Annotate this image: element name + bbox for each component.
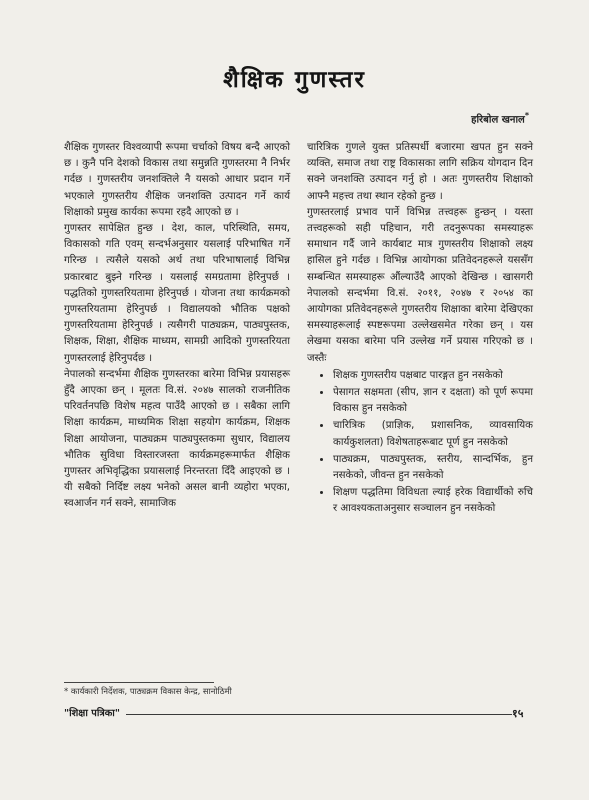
problems-list (307, 367, 533, 518)
paragraph-relative-quality: गुणस्तर सापेक्षित हुन्छ । देश, काल, परिस्थिति, समय, विकासको गति एवम् सन्दर्भअनुसार यसलाई परिभाषित गर्ने गरिन्छ । त्यसैले यसको अर्थ तथा परिभाषालाई विभिन्न प्रकारबाट बुझ्ने गरिन्छ । यसलाई समग्रतामा हेरिनुपर्छ । पद्धतिको गुणस्तरियतामा हेरिनुपर्छ । योजना तथा कार्यक्रमको गुणस्तरियतामा हेरिनुपर्छ । विद्यालयको भौतिक पक्षको गुणस्तरियतामा हेरिनुपर्छ । त्यसैगरी पाठ्यक्रम, पाठ्यपुस्तक, शिक्षक, शिक्षा, शैक्षिक माध्यम, सामग्री आदिको गुणस्तरियता गुणस्तरलाई हेरिनुपर्दछ । (64, 223, 290, 364)
paragraph-intro: शैक्षिक गुणस्तर विश्वव्यापी रूपमा चर्चाको विषय बन्दै आएको छ । कुनै पनि देशको विकास तथा समुन्नति गुणस्तरमा नै निर्भर गर्दछ । गुणस्तरीय जनशक्तिले नै यसको आधार प्रदान गर्ने भएकाले गुणस्तरीय शैक्षिक जनशक्ति उत्पादन गर्ने कार्य शिक्षाको प्रमुख कार्यका रूपमा रहदै आएको छ । (64, 142, 290, 218)
author-byline (471, 111, 529, 125)
author-footnote-mark: * (524, 111, 529, 120)
list-item: • शिक्षक गुणस्तरीय पक्षबाट पारङ्गत हुन नसकेको (333, 367, 533, 384)
journal-name: "शिक्षा पत्रिका" (64, 706, 126, 719)
list-item: • चारित्रिक (प्राज्ञिक, प्रशासनिक, व्यावसायिक कार्यकुशलता) विशेषताहरूबाट पूर्ण हुन नसकेको (333, 417, 533, 450)
footnote-divider (64, 682, 214, 683)
paragraph-influencing-factors: गुणस्तरलाई प्रभाव पार्ने विभिन्न तत्त्वहरू हुन्छन् । यस्ता तत्त्वहरूको सही पहिचान, गरी तदनुरूपका समस्याहरू समाधान गर्दै जाने कार्यबाट मात्र गुणस्तरीय शिक्षाको लक्ष्य हासिल हुने गर्दछ । विभिन्न आयोगका प्रतिवेदनहरूले यससँग सम्बन्धित समस्याहरू औंल्याउँदै आएको देखिन्छ । खासगरी नेपालको सन्दर्भमा वि.सं. २०११, २०४७ र २०५४ का आयोगका प्रतिवेदनहरूले गुणस्तरीय शिक्षाका बारेमा देखिएका समस्याहरूलाई स्पष्टरूपमा उल्लेखसमेत गरेका छन् । यस लेखमा यसका बारेमा पनि उल्लेख गर्ने प्रयास गरिएको छ । जस्तैः (307, 206, 533, 364)
page-title: शैक्षिक गुणस्तर (223, 67, 366, 93)
page-number: १५ (512, 707, 524, 720)
footnote: * कार्यकारी निर्देशक, पाठ्यक्रम विकास केन्द्र, सानोठिमी (64, 686, 232, 696)
author-name: हरिबोल खनाल (471, 114, 525, 126)
left-column (64, 140, 290, 513)
list-item: • पाठ्यक्रम, पाठ्यपुस्तक, स्तरीय, सान्दर्भिक, हुन नसकेको, जीवन्त हुन नसकेको (333, 451, 533, 484)
paragraph-nepal-context: नेपालको सन्दर्भमा शैक्षिक गुणस्तरका बारेमा विभिन्न प्रयासहरू हुँदै आएका छन् । मूलतः वि.सं. २०४७ सालको राजनीतिक परिवर्तनपछि विशेष महत्व पाउँदै आएको छ । सबैका लागि शिक्षा कार्यक्रम, माध्यमिक शिक्षा सहयोग कार्यक्रम, शिक्षक शिक्षा आयोजना, पाठ्यक्रम पाठ्यपुस्तकमा सुधार, विद्यालय भौतिक सुविधा विस्तारजस्ता कार्यक्रमहरूमार्फत शैक्षिक गुणस्तर अभिवृद्धिका प्रयासलाई निरन्तरता दिँदै आइएको छ । यी सबैको निर्दिष्ट लक्ष्य भनेको असल बानी व्यहोरा भएका, स्वआर्जन गर्न सक्ने, सामाजिक (64, 368, 290, 510)
list-item: • पेसागत सक्षमता (सीप, ज्ञान र दक्षता) को पूर्ण रूपमा विकास हुन नसकेको (333, 384, 533, 417)
right-column (307, 140, 533, 518)
paragraph-character-quality: चारित्रिक गुणले युक्त प्रतिस्पर्धी बजारमा खपत हुन सक्ने व्यक्ति, समाज तथा राष्ट्र विकासका लागि सक्रिय योगदान दिन सक्ने जनशक्ति उत्पादन गर्नु हो । अतः गुणस्तरीय शिक्षाको आफ्नै महत्त्व तथा स्थान रहेको हुन्छ । (307, 142, 533, 202)
footer-divider (64, 714, 512, 715)
list-item: • शिक्षण पद्धतिमा विविधता ल्याई हरेक विद्यार्थीको रुचि र आवश्यकताअनुसार सञ्चालन हुन नसकेको (333, 484, 533, 517)
